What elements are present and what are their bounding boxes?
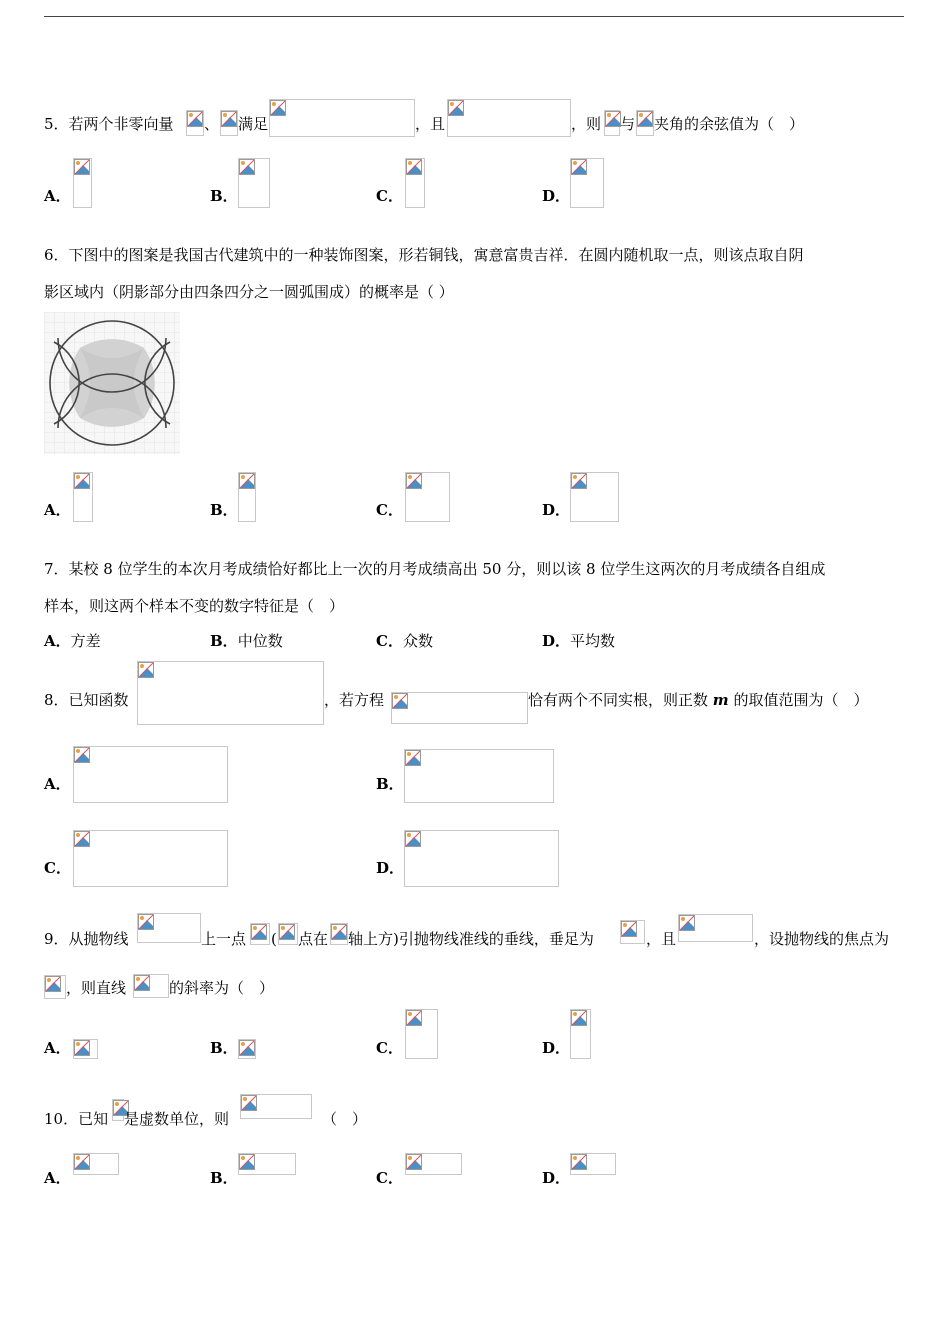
q9-text-mid5: ，设抛物线的焦点为 (754, 930, 890, 948)
q9-text-mid4: ，且 (646, 930, 677, 948)
q5-condition2-image (447, 99, 571, 137)
q5-option-d-image (570, 158, 604, 208)
broken-image-icon (605, 111, 621, 127)
q9-point2-image (278, 923, 298, 945)
q6-text-line2: 影区域内（阴影部分由四条四分之一圆弧围成）的概率是（ ） (44, 283, 454, 301)
q6-option-b-label: B． (210, 501, 238, 519)
q10-option-a-label: A． (44, 1169, 71, 1187)
header-rule (44, 16, 904, 17)
q5-text-mid4: 与 (620, 115, 636, 133)
q8-var-m: m (712, 691, 729, 709)
q5-option-a-label: A． (44, 187, 71, 205)
q9-parabola-image (137, 913, 201, 943)
q9-text-mid2: 点在 (298, 930, 329, 948)
broken-image-icon (406, 473, 422, 489)
q10-i-image (112, 1099, 124, 1121)
q7-option-a-text: 方差 (70, 632, 101, 650)
q10-option-c-label: C． (376, 1169, 403, 1187)
q9-foot-image (620, 920, 645, 944)
q7-option-c-text: 众数 (402, 632, 433, 650)
q6-option-a-image (73, 472, 93, 522)
q8-option-a-label: A． (44, 775, 71, 793)
q6-option-d-image (570, 472, 619, 522)
coin-pattern-figure (44, 312, 180, 454)
q10-option-d-label: D． (542, 1169, 571, 1187)
q9-option-c-image (405, 1009, 438, 1059)
q9-option-b-image (238, 1039, 256, 1059)
q7-text-line2: 样本，则这两个样本不变的数字特征是（ ） (44, 597, 345, 615)
broken-image-icon (392, 693, 408, 709)
q6-option-c-label: C． (376, 501, 403, 519)
q9-line-image (133, 974, 169, 998)
broken-image-icon (406, 1154, 422, 1170)
q10-text-mid: 是虚数单位，则 (124, 1110, 230, 1128)
q5-option-b-image (238, 158, 270, 208)
broken-image-icon (74, 831, 90, 847)
q9-option-d-image (570, 1009, 591, 1059)
q8-text-pre: 8．已知函数 (44, 691, 129, 709)
broken-image-icon (134, 975, 150, 991)
broken-image-icon (571, 1010, 587, 1026)
q9-focus-image (44, 975, 66, 999)
broken-image-icon (331, 924, 347, 940)
q9-text-mid1: 上一点 (201, 930, 247, 948)
broken-image-icon (279, 924, 295, 940)
broken-image-icon (239, 159, 255, 175)
broken-image-icon (406, 159, 422, 175)
q7-option-b-text: 中位数 (237, 632, 283, 650)
q5-vector-a2-image (604, 110, 620, 136)
broken-image-icon (138, 914, 154, 930)
broken-image-icon (405, 831, 421, 847)
q8-text-post (528, 690, 868, 710)
q7-option-a-label: A． (44, 632, 71, 650)
broken-image-icon (679, 915, 695, 931)
broken-image-icon (405, 750, 421, 766)
q8-text-post-b: 的取值范围为（ ） (733, 691, 869, 709)
q7-option-b (210, 631, 283, 651)
broken-image-icon (571, 473, 587, 489)
q8-text-mid: ，若方程 (324, 691, 385, 709)
broken-image-icon (571, 159, 587, 175)
q9-text-mid3: 轴上方)引抛物线准线的垂线，垂足为 (348, 930, 594, 948)
q8-option-b-image (404, 749, 554, 803)
q5-vector-b2-image (636, 110, 654, 136)
broken-image-icon (621, 921, 637, 937)
broken-image-icon (187, 111, 203, 127)
broken-image-icon (221, 111, 237, 127)
q8-equation-image (391, 692, 528, 724)
q7-option-c (376, 631, 433, 651)
q9-condition-image (678, 914, 753, 942)
q8-option-c-label: C． (44, 859, 71, 877)
q8-option-b-label: B． (376, 775, 404, 793)
q5-option-c-label: C． (376, 187, 403, 205)
broken-image-icon (571, 1154, 587, 1170)
broken-image-icon (239, 1154, 255, 1170)
q10-option-b-label: B． (210, 1169, 238, 1187)
broken-image-icon (448, 100, 464, 116)
q9-text-line2b: 的斜率为（ ） (169, 979, 275, 997)
q8-option-d-image (404, 830, 559, 887)
q7-option-d-text: 平均数 (570, 632, 616, 650)
broken-image-icon (239, 473, 255, 489)
q6-option-b-image (238, 472, 256, 522)
q10-option-d-image (570, 1153, 616, 1175)
q6-option-d-label: D． (542, 501, 571, 519)
q8-function-image (137, 661, 324, 725)
q5-condition1-image (269, 99, 415, 137)
q8-option-d-label: D． (376, 859, 405, 877)
q9-option-d-label: D． (542, 1039, 571, 1057)
q5-vector-b-image (220, 110, 238, 136)
q5-option-c-image (405, 158, 425, 208)
q5-option-a-image (73, 158, 92, 208)
q9-option-c-label: C． (376, 1039, 403, 1057)
q6-option-a-label: A． (44, 501, 71, 519)
q5-text-pre: 5．若两个非零向量 (44, 115, 174, 133)
q6-text-line1: 6．下图中的图案是我国古代建筑中的一种装饰图案，形若铜钱，寓意富贵吉祥．在圆内随机取一点，则该点取自阴 (44, 246, 804, 264)
broken-image-icon (45, 976, 61, 992)
q10-text-post: （ ） (322, 1110, 368, 1128)
broken-image-icon (74, 1154, 90, 1170)
q7-option-b-label: B． (210, 632, 238, 650)
q7-option-d-label: D． (542, 632, 571, 650)
broken-image-icon (270, 100, 286, 116)
q10-text-pre: 10．已知 (44, 1110, 109, 1128)
q9-axis-image (330, 923, 348, 945)
q5-vector-a-image (186, 110, 204, 136)
q5-option-d-label: D． (542, 187, 571, 205)
broken-image-icon (138, 662, 154, 678)
q10-option-b-image (238, 1153, 296, 1175)
q5-text-mid2: ，且 (415, 115, 446, 133)
q5-text-mid3: ，则 (571, 115, 602, 133)
q5-option-b-label: B． (210, 187, 238, 205)
broken-image-icon (251, 924, 267, 940)
q9-text-line2a: ，则直线 (66, 979, 127, 997)
q6-option-c-image (405, 472, 450, 522)
broken-image-icon (241, 1095, 257, 1111)
q5-sep: 、 (204, 115, 220, 133)
q8-text-post-a: 恰有两个不同实根，则正数 (528, 691, 709, 709)
q10-expression-image (240, 1094, 312, 1119)
q8-option-c-image (73, 830, 228, 887)
q9-point-image (250, 923, 270, 945)
q7-option-a (44, 631, 101, 651)
q7-text-line1: 7．某校 8 位学生的本次月考成绩恰好都比上一次的月考成绩高出 50 分，则以该 8 位学生这两次的月考成绩各自组成 (44, 560, 826, 578)
broken-image-icon (406, 1010, 422, 1026)
q5-text-mid1: 满足 (238, 115, 269, 133)
q9-option-a-image (73, 1039, 98, 1059)
q7-option-d (542, 631, 615, 651)
q10-option-a-image (73, 1153, 119, 1175)
broken-image-icon (74, 1040, 90, 1056)
q9-paren: ( (271, 930, 277, 948)
broken-image-icon (74, 473, 90, 489)
broken-image-icon (74, 159, 90, 175)
q9-option-b-label: B． (210, 1039, 238, 1057)
q10-option-c-image (405, 1153, 462, 1175)
q9-option-a-label: A． (44, 1039, 71, 1057)
broken-image-icon (74, 747, 90, 763)
q7-option-c-label: C． (376, 632, 403, 650)
q8-option-a-image (73, 746, 228, 803)
broken-image-icon (239, 1040, 255, 1056)
q9-text-pre: 9．从抛物线 (44, 930, 129, 948)
q5-text-post: 夹角的余弦值为（ ） (654, 115, 805, 133)
broken-image-icon (637, 111, 653, 127)
